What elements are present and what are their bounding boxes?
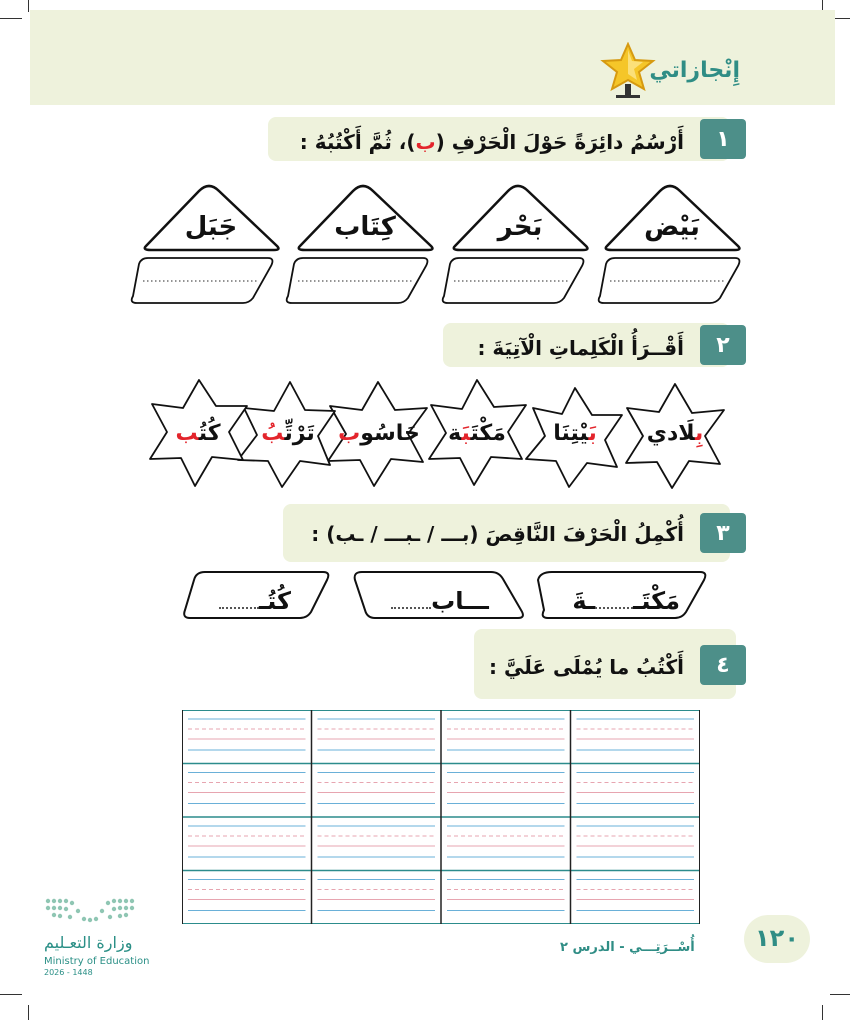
completion-item-3: كُتُـ [200, 587, 310, 615]
question-2-text: أَقْــرَأُ الْكَلِماتِ الْآتِيَةَ : [477, 336, 684, 360]
word-3: كِتَاب [334, 212, 396, 242]
edition-year: 2026 - 1448 [44, 968, 93, 977]
star-word-3: مَكْتَبَة [448, 421, 506, 446]
star-word-6: كُتُب [175, 421, 221, 446]
ministry-name-ar: وزارة التعـليم [44, 933, 133, 952]
answer-box-1[interactable] [604, 262, 734, 300]
word-2: بَحْر [497, 212, 543, 242]
star-word-shapes [0, 370, 850, 500]
ministry-logo-icon [40, 895, 140, 930]
page-number: ١٢٠ [755, 924, 799, 952]
answer-box-4[interactable] [137, 262, 267, 300]
star-word-4: حَاسُوب [338, 421, 420, 446]
completion-input-1[interactable] [545, 575, 700, 619]
question-3-text: أُكْمِلُ الْحَرْفَ النَّاقِصَ (بـــ / ـبـــ / ـب) : [311, 522, 684, 546]
question-3-number: ٣ [700, 513, 746, 553]
question-1-text: أَرْسُمُ دائِرَةً حَوْلَ الْحَرْفِ (ب)، ثُمَّ أَكْتُبُهُ : [299, 130, 684, 154]
completion-item-2: ـــاب [385, 587, 495, 615]
answer-box-3[interactable] [292, 262, 422, 300]
handwriting-grid[interactable] [182, 710, 700, 924]
crop-mark [830, 994, 850, 995]
star-word-1: بِلَادي [646, 421, 704, 446]
lesson-label: أُسْــرَتِـــي - الدرس ٢ [560, 940, 695, 955]
star-word-5: تَرْتِّبُ [261, 421, 315, 446]
ministry-name-en: Ministry of Education [44, 956, 150, 967]
star-word-2: بَيْتِنَا [553, 421, 597, 446]
completion-input-3[interactable] [190, 575, 325, 619]
question-4-text: أَكْتُبُ ما يُمْلَى عَلَيَّ : [489, 655, 684, 679]
completion-input-2[interactable] [362, 575, 517, 619]
crop-mark [0, 994, 22, 995]
question-2-number: ٢ [700, 325, 746, 365]
question-4-number: ٤ [700, 645, 746, 685]
page-title: إِنْجازاتي [649, 58, 740, 83]
crop-mark [822, 1005, 823, 1020]
word-4: جَبَل [184, 212, 238, 242]
question-1-number: ١ [700, 119, 746, 159]
word-1: بَيْض [644, 212, 700, 242]
answer-box-2[interactable] [448, 262, 578, 300]
completion-item-1: مَكْتَــةَ [572, 587, 680, 615]
crop-mark [28, 1005, 29, 1020]
